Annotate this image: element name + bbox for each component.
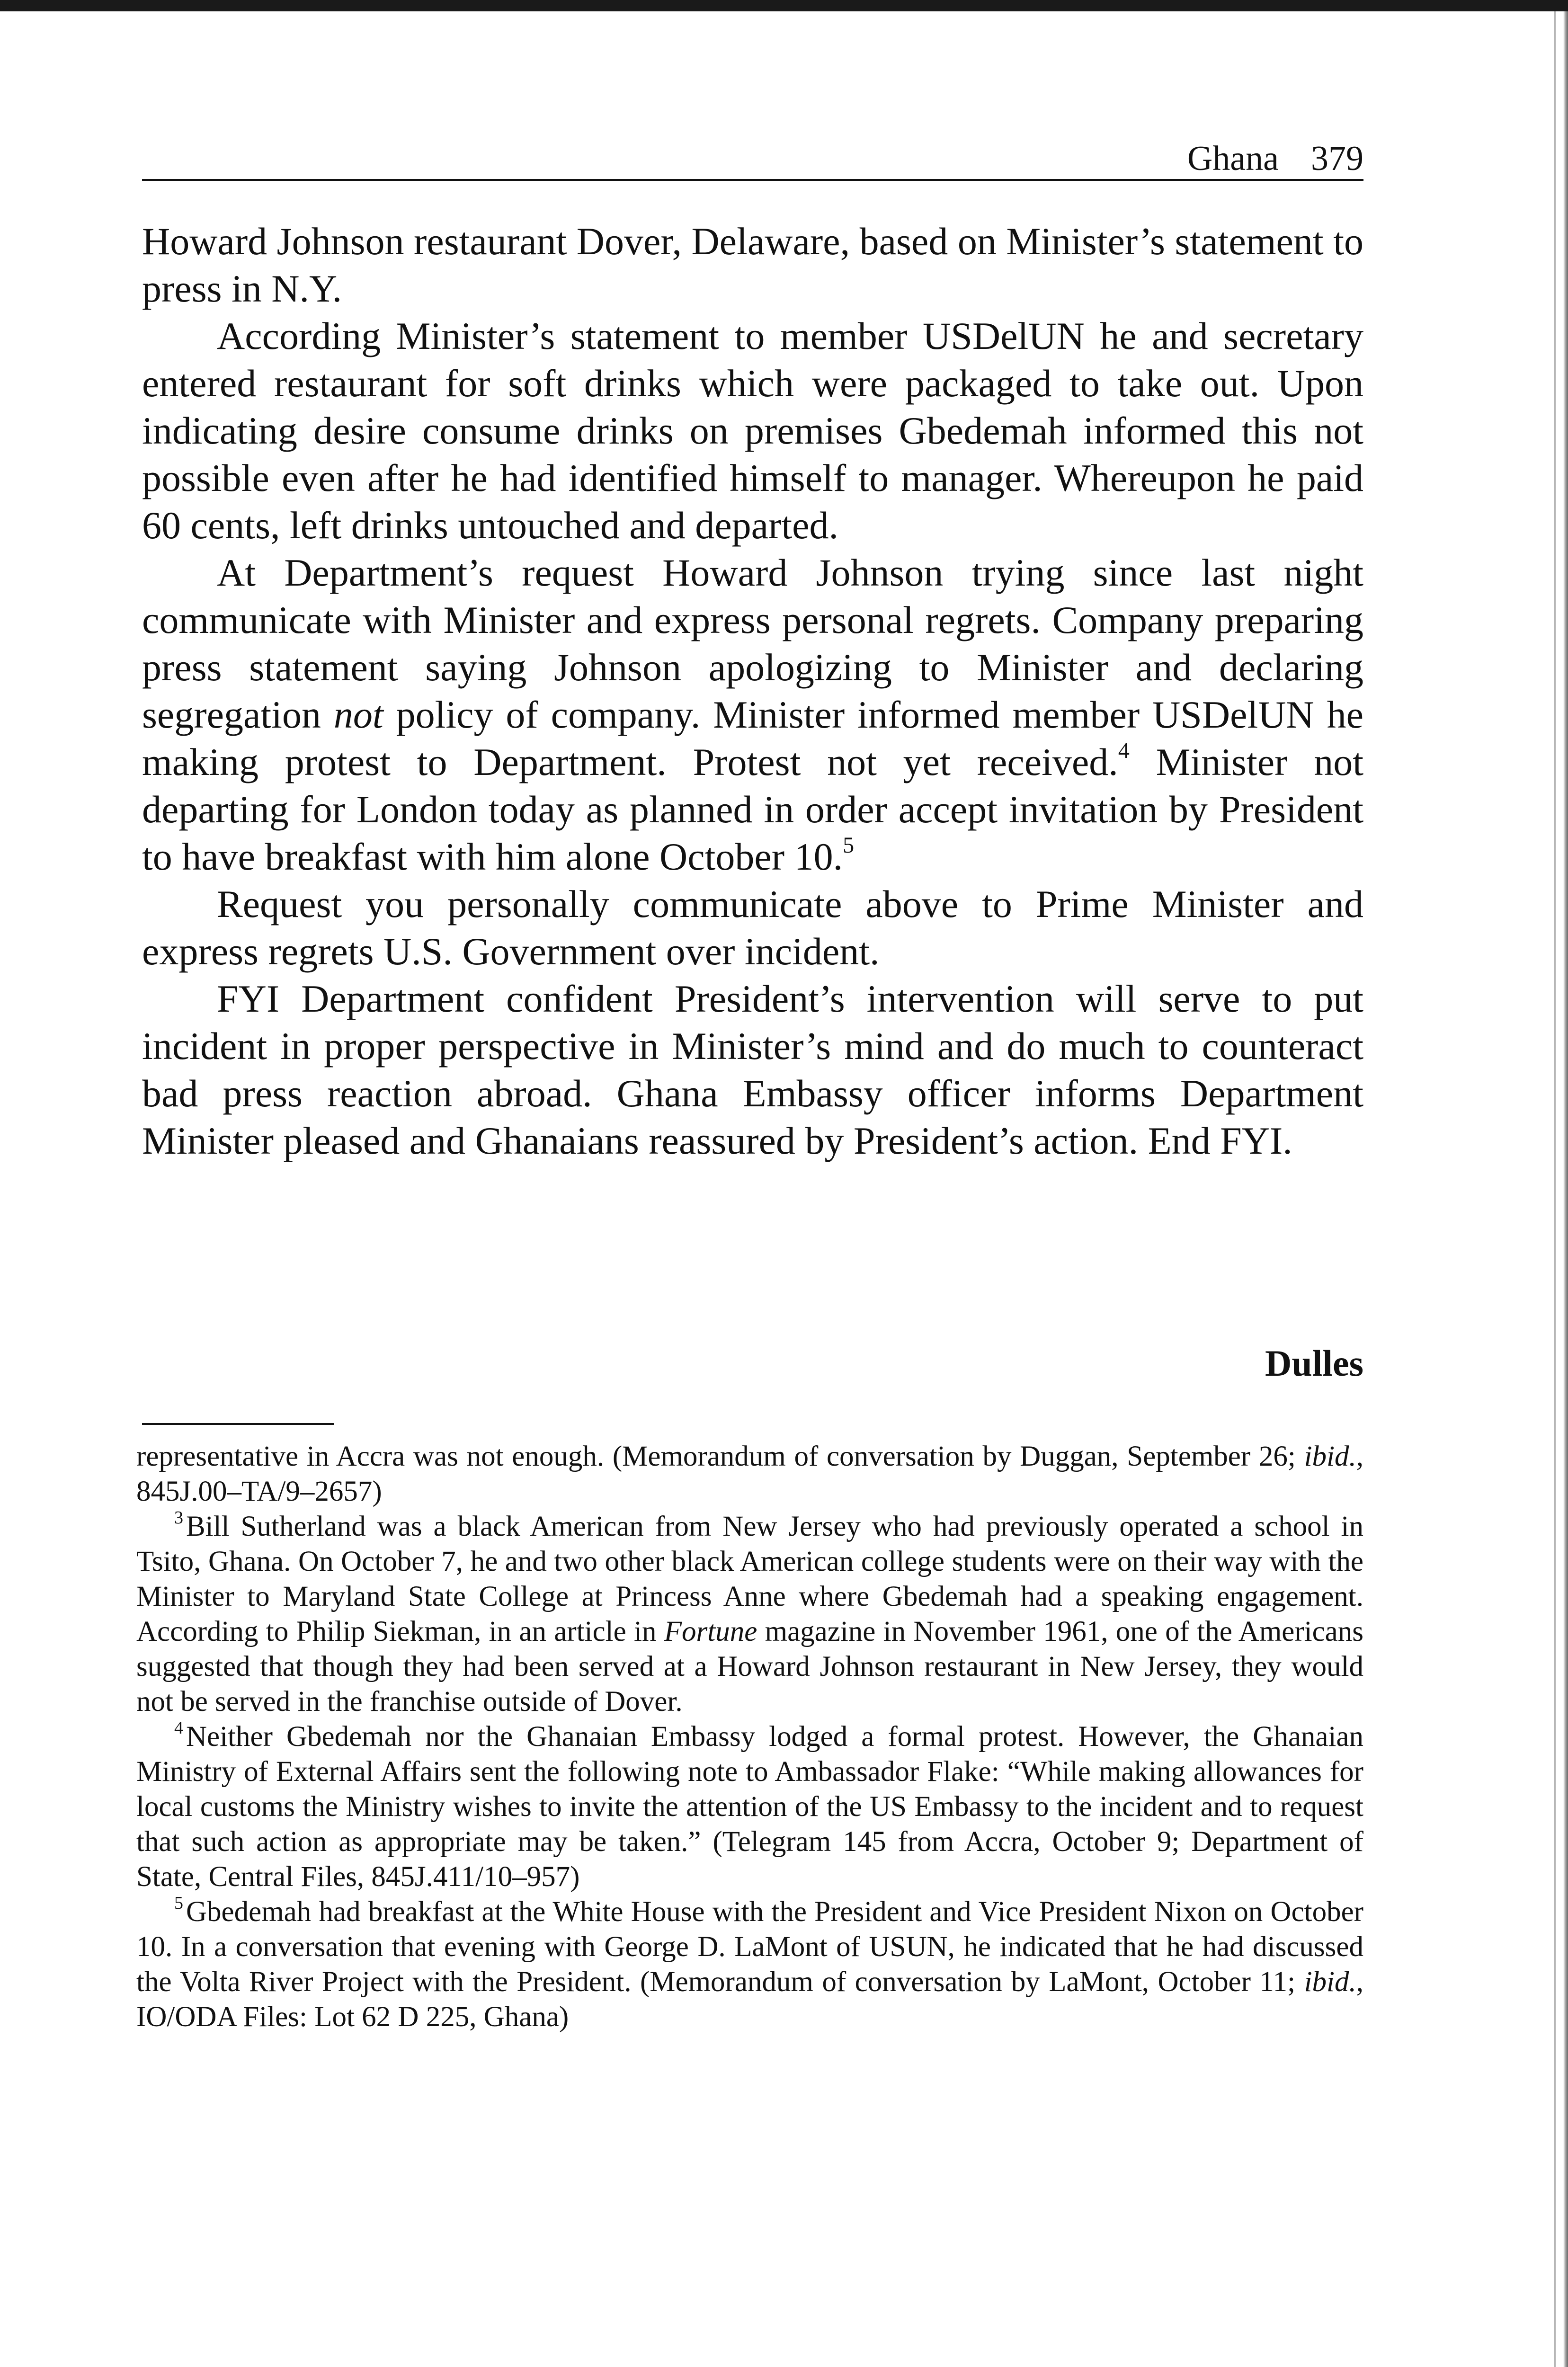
- scan-top-border: [0, 0, 1568, 11]
- running-head-title: Ghana: [1187, 139, 1279, 178]
- scan-right-edge-line: [1554, 11, 1556, 2367]
- footnote-3-fortune: Fortune: [664, 1616, 757, 1647]
- footnote-3-text-b: magazine in November 1961, one of the Americans suggested that though they had been served at a Howard Johnson restaurant in New Jersey, they would not be served in the franchise outside of Dover.: [136, 1616, 1363, 1717]
- footnote-ref-4: 4: [1118, 738, 1130, 763]
- body-paragraph-1: Howard Johnson restaurant Dover, Delaware, based on Minister’s statement to press in N.Y.: [142, 220, 1363, 310]
- footnote-5-ibid: ibid.: [1304, 1966, 1356, 1998]
- body-paragraph-5: FYI Department confident President’s intervention will serve to put incident in proper perspective in Minister’s mind and do much to counteract bad press reaction abroad. Ghana Embassy officer informs Department Minister pleased and Ghanaians reassured by President’s action. End FYI.: [142, 977, 1363, 1162]
- footnote-divider: [142, 1423, 334, 1425]
- footnote-3: [136, 1509, 1363, 1719]
- signature: Dulles: [1265, 1343, 1363, 1384]
- footnote-ref-5: 5: [843, 833, 855, 858]
- footnote-5: [136, 1895, 1363, 2035]
- scan-right-edge: [1563, 11, 1568, 2367]
- footnote-4-number: 4: [174, 1718, 183, 1738]
- body-paragraph-4: Request you personally communicate above to Prime Minister and express regrets U.S. Government over incident.: [142, 882, 1363, 973]
- footnote-continued-text-a: representative in Accra was not enough. (Memorandum of conversation by Duggan, September 26;: [136, 1441, 1304, 1472]
- footnote-4-text: Neither Gbedemah nor the Ghanaian Embassy lodged a formal protest. However, the Ghanaian Ministry of External Affairs sent the following note to Ambassador Flake: “While making allowances for local customs the Ministry wishes to invite the attention of the US Embassy to the incident and to request that such action as appropriate may be taken.” (Telegram 145 from Accra, October 9; Department of State, Central Files, 845J.411/10–957): [136, 1721, 1363, 1893]
- body-text: [142, 218, 1363, 1165]
- running-head: [142, 137, 1363, 181]
- footnote-continued-ibid: ibid.: [1304, 1441, 1356, 1472]
- paragraph-3-text-c: Minister not departing for London today as planned in order accept invitation by President to have breakfast with him alone October 10.: [142, 740, 1364, 878]
- body-paragraph-3: [142, 549, 1363, 881]
- body-paragraph-2: According Minister’s statement to member USDelUN he and secretary entered restaurant for soft drinks which were packaged to take out. Upon indicating desire consume drinks on premises Gbedemah informed this not possible even after he had identified himself to manager. Whereupon he paid 60 cents, left drinks untouched and departed.: [142, 314, 1363, 547]
- emphasis-not: not: [333, 693, 383, 736]
- footnote-5-number: 5: [174, 1893, 183, 1913]
- footnotes: [136, 1439, 1363, 2035]
- footnote-3-text-a: Bill Sutherland was a black American from New Jersey who had previously operated a school in Tsito, Ghana. On October 7, he and two other black American college students were on their way with the Minister to Maryland State College at Princess Anne where Gbedemah had a speaking engagement. According to Philip Siekman, in an article in: [136, 1511, 1363, 1647]
- footnote-5-text-b: , IO/ODA Files: Lot 62 D 225, Ghana): [136, 1966, 1363, 2033]
- footnote-5-text-a: Gbedemah had breakfast at the White House with the President and Vice President Nixon on October 10. In a conversation that evening with George D. LaMont of USUN, he indicated that he had discussed the Volta River Project with the President. (Memorandum of conversation by LaMont, October 11;: [136, 1896, 1363, 1998]
- paragraph-3-text-a: At Department’s request Howard Johnson trying since last night communicate with Minister and express personal regrets. Company preparing press statement saying Johnson apologizing to Minister and declaring segregation: [142, 551, 1363, 736]
- page-number: 379: [1311, 139, 1363, 178]
- footnote-continued: [136, 1439, 1363, 1509]
- footnote-4: [136, 1719, 1363, 1895]
- paragraph-3-text-b: policy of company. Minister informed member USDelUN he making protest to Department. Protest not yet received.: [142, 693, 1364, 783]
- footnote-continued-text-b: , 845J.00–TA/9–2657): [136, 1441, 1363, 1507]
- footnote-3-number: 3: [174, 1508, 183, 1528]
